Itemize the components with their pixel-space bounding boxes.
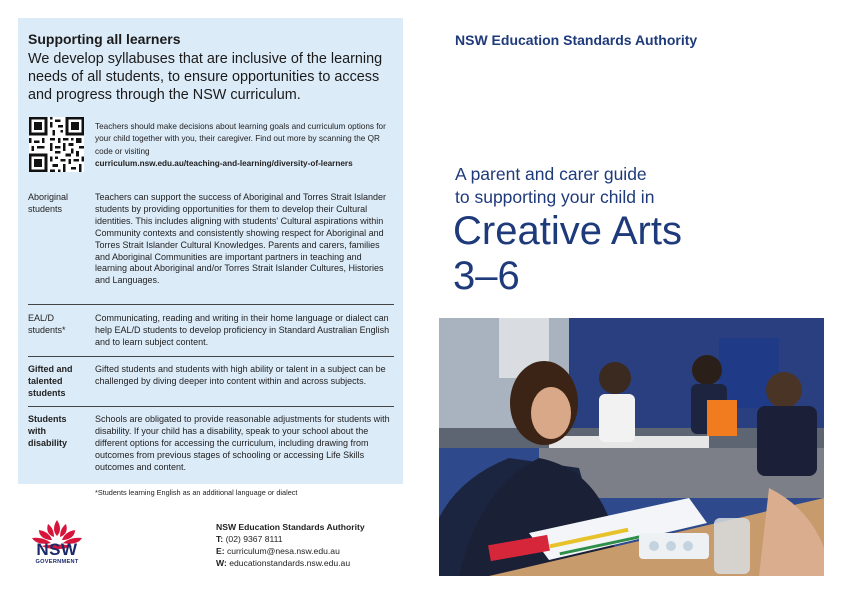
contact-email[interactable]: curriculum@nesa.nsw.edu.au — [226, 546, 340, 556]
contact-org: NSW Education Standards Authority — [216, 522, 365, 532]
row-label: EAL/D students* — [28, 313, 66, 335]
contact-web[interactable]: educationstandards.nsw.edu.au — [229, 558, 351, 568]
contact-web-line — [216, 557, 365, 569]
web-label: W: — [216, 558, 227, 568]
panel-intro: We develop syllabuses that are inclusive of the learning needs of all students, to ensure opportunities to access and progress through the NSW curriculum. — [28, 51, 383, 103]
qr-note — [95, 121, 395, 171]
divider — [28, 304, 394, 305]
row-text: Communicating, reading and writing in their home language or dialect can help EAL/D students to develop proficiency in Standard Australian English and to learn subject content. — [95, 313, 390, 347]
row-text: Schools are obligated to provide reasonable adjustments for students with disability. If your child has a disability, speak to your school about the different options for accessing the curriculum, including drawing from outcomes from previous stages of schooling or accessing Life Skills outcomes and content. — [95, 414, 390, 472]
qr-note-text: Teachers should make decisions about learning goals and curriculum options for your child together with you, their caregiver. Find out more by scanning the QR code or visiting — [95, 122, 386, 156]
row-label: Gifted and talented students — [28, 364, 73, 398]
cover-title — [453, 209, 813, 299]
subtitle-line: A parent and carer guide — [455, 164, 647, 184]
logo-wordmark: NSW — [36, 540, 78, 559]
divider — [28, 406, 394, 407]
title-line: Creative Arts — [453, 209, 682, 253]
subtitle-line: to supporting your child in — [455, 187, 655, 207]
email-label: E: — [216, 546, 225, 556]
title-line: 3–6 — [453, 254, 520, 298]
panel-heading: Supporting all learners — [28, 31, 181, 47]
contact-phone-line — [216, 533, 365, 545]
authority-name: NSW Education Standards Authority — [455, 32, 698, 48]
footnote: *Students learning English as an additional language or dialect — [95, 488, 298, 497]
classroom-photo — [439, 318, 824, 576]
divider — [28, 356, 394, 357]
diversity-link[interactable]: curriculum.nsw.edu.au/teaching-and-learning/diversity-of-learners — [95, 159, 353, 169]
row-label: Students with disability — [28, 414, 68, 448]
row-text: Teachers can support the success of Aboriginal and Torres Strait Islander students by providing opportunities for them to develop their Cultural identities. This includes aligning with students' Cultural aspirations within Community contexts and consistently showing respect for Aboriginal and Torres Strait Islander Cultural Knowledges. Parents and carers, families and Aboriginal Communities are important partners in teaching and learning about Aboriginal and/or Torres Strait Islander Cultures, Histories and Languages. — [95, 192, 386, 286]
contact-phone[interactable]: (02) 9367 8111 — [225, 534, 283, 544]
qr-code[interactable] — [29, 117, 84, 172]
logo-subtitle: GOVERNMENT — [35, 559, 79, 565]
row-text: Gifted students and students with high ability or talent in a subject can be challenged by diving deeper into content within and across subjects. — [95, 364, 386, 386]
contact-email-line — [216, 545, 365, 557]
cover-subtitle — [455, 163, 815, 209]
phone-label: T: — [216, 534, 224, 544]
row-label: Aboriginal students — [28, 192, 69, 214]
contact-block — [216, 521, 365, 569]
